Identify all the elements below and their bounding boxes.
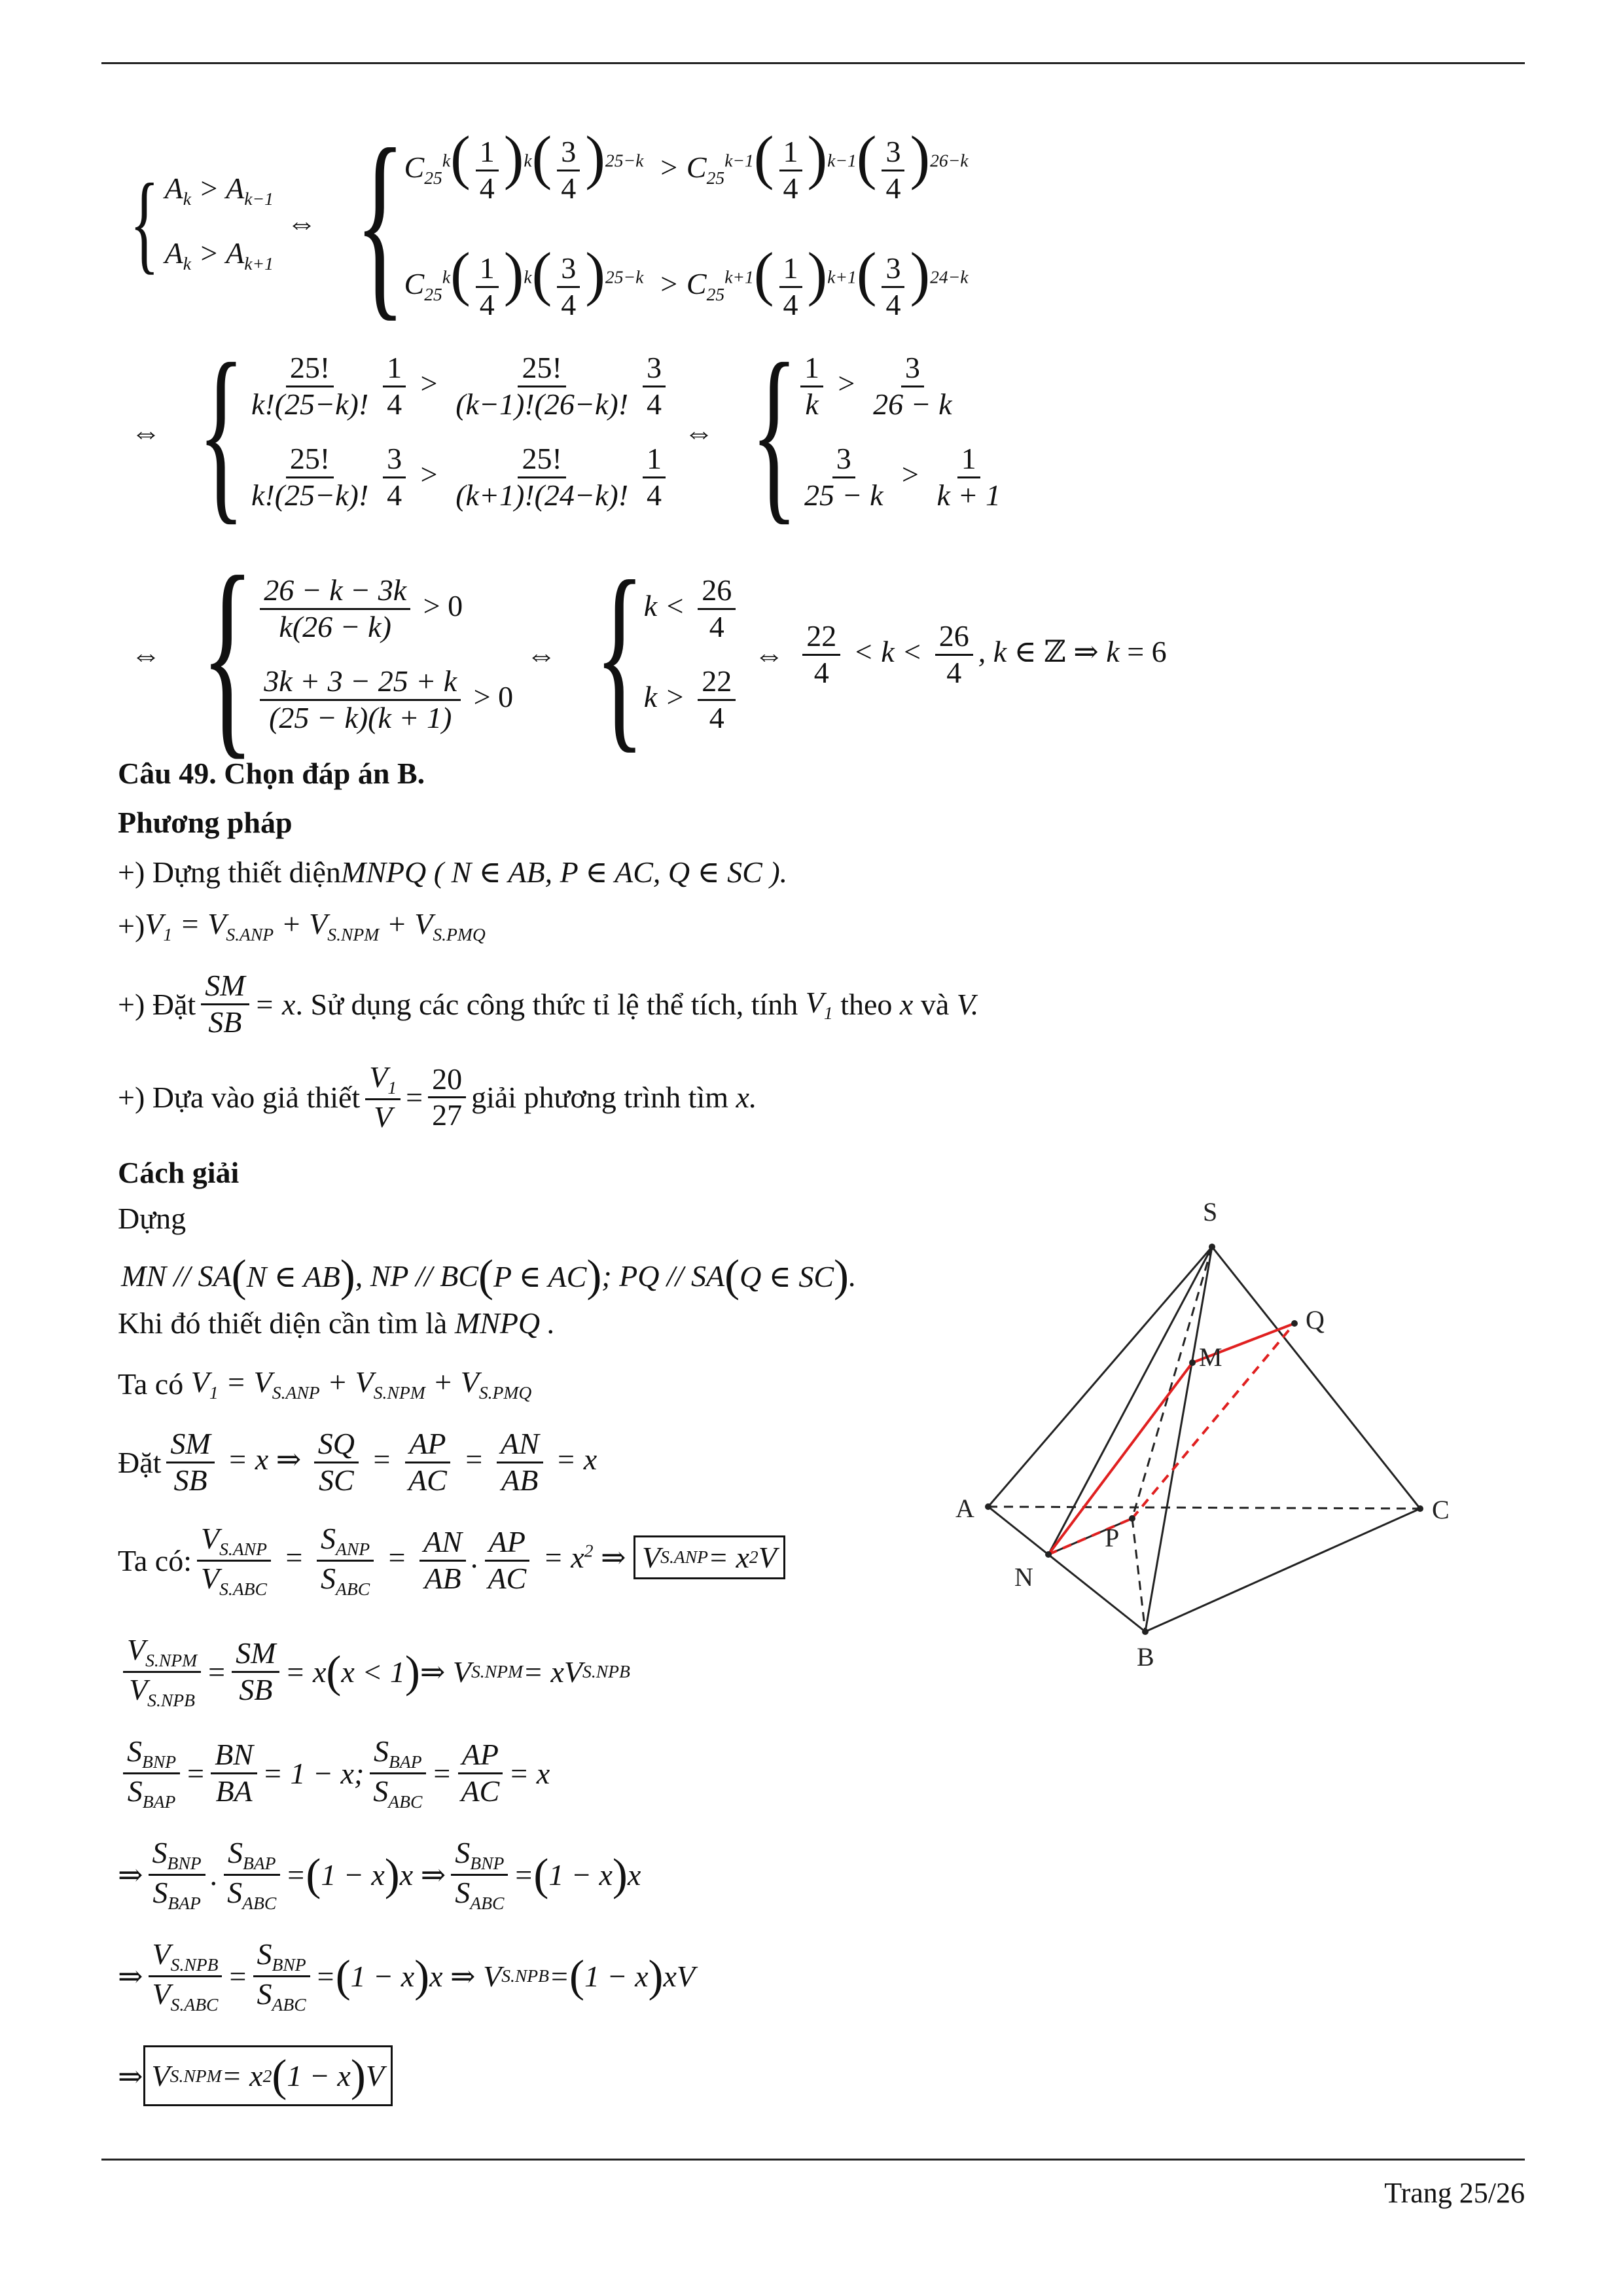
label-p: P — [1105, 1523, 1120, 1552]
edge-ac-hidden — [988, 1507, 1420, 1509]
method-step-1: +) Dựng thiết diện MNPQ ( N ∈ AB, P ∈ AC, Q ∈ SC ). — [118, 855, 788, 889]
volume-npm-result: ⇒ V S.NPM = x 2 ( 1 − x ) V — [118, 2045, 393, 2106]
label-q: Q — [1306, 1305, 1325, 1335]
solution-title: Cách giải — [118, 1156, 240, 1189]
label-m: M — [1199, 1342, 1222, 1372]
area-ratio-line: $\frac{S_{BNP}}{S_{BAP}}$ = $\frac{BN}{BA}$ = 1 − x; $\frac{S_{BAP}}{S_{ABC}}$ = $\frac{AP}{AC}$ = x — [118, 1734, 550, 1812]
label-c: C — [1432, 1495, 1450, 1524]
construct-statement: MN // SA ( N ∈ AB ) , NP // BC ( P ∈ AC ) ; PQ // SA ( Q ∈ SC ) . — [121, 1251, 857, 1300]
equation-system-factorial: ⇔ { $\frac{25!}{k!(25-k)!}$ $\frac{1}{4}$ > $\frac{25!}{(k-1)!(26-k)!}$ $\frac{3}{4}$ $\frac{25!}{k!(25-k)!}$ $\frac{3}{4}$ > $\frac{25!}{(k+1)!(24-k)!}$ $\frac{1}{4}$ ⇔ { $\frac{1}{k}$ > $\frac{3}{26 - k}$ $\frac{3}{25 - k}$ > $\frac{1}{k + 1}$ — [131, 323, 1001, 541]
segment-nm — [1048, 1363, 1192, 1554]
question-heading: Câu 49. Chọn đáp án B. — [118, 757, 425, 790]
edge-sa — [988, 1247, 1212, 1507]
edge-bc — [1145, 1509, 1420, 1632]
edge-ab — [988, 1507, 1145, 1632]
edge-sn — [1048, 1247, 1212, 1554]
label-s: S — [1203, 1197, 1218, 1227]
method-step-3: +) Đặt $\frac{SM}{SB}$ = x . Sử dụng các công thức tỉ lệ thể tích, tính $V_1$ theo x và V. — [118, 969, 979, 1039]
cross-section-line: Khi đó thiết diện cần tìm là MNPQ . — [118, 1306, 556, 1340]
page-number: Trang 25/26 — [1384, 2177, 1525, 2209]
label-b: B — [1137, 1642, 1154, 1672]
method-step-4: +) Dựa vào giả thiết $\frac{V_1}{V}$ = $\frac{20}{27}$ giải phương trình tìm x. — [118, 1060, 757, 1134]
volume-sum-line: Ta có $V_1 = V_{S.ANP} + V_{S.NPM} + V_{S.PMQ}$ — [118, 1365, 532, 1403]
ratio-definition: Đặt $\frac{SM}{SB}$ = x ⇒ $\frac{SQ}{SC}$ = $\frac{AP}{AC}$ = $\frac{AN}{AB}$ = x — [118, 1427, 597, 1497]
method-step-2: +) $V_1 = V_{S.ANP} + V_{S.NPM} + V_{S.PMQ}$ — [118, 907, 486, 945]
area-product-line: ⇒ $\frac{S_{BNP}}{S_{BAP}}$ . $\frac{S_{BAP}}{S_{ABC}}$ = ( 1 − x ) x ⇒ $\frac{S_{BNP}}{S_{ABC}}$ = ( 1 − x ) x — [118, 1836, 641, 1914]
label-n: N — [1014, 1562, 1033, 1592]
edge-pb-hidden — [1132, 1518, 1145, 1632]
tetrahedron-figure — [949, 1185, 1472, 1682]
equation-system-ak: { $A_k > A_{k-1}$ $A_k > A_{k+1}$ ⇔ { $C_{25}^k$( $\frac{1}{4}$ )$^k$( $\frac{3}{4}$ )$^{25-k} > C_{25}^{k-1}$( $\frac{1}{4}$ )$^{k-1}$( $\frac{3}{4}$ )$^{26-k}$ $C_{25}^k$( $\frac{1}{4}$ )$^k$( $\frac{3}{4}$ )$^{25-k} > C_{25}^{k+1}$( $\frac{1}{4}$ )$^{k+1}$( $\frac{3}{4}$ )$^{24-k}$ — [130, 107, 969, 338]
construct-label: Dựng — [118, 1202, 187, 1235]
footer-rule — [101, 2159, 1525, 2161]
edge-sb — [1145, 1247, 1212, 1632]
label-a: A — [955, 1494, 974, 1523]
edge-sc — [1212, 1247, 1420, 1509]
equation-system-solve: ⇔ { $\frac{26 - k - 3k}{k(26 - k)}$ > 0 $\frac{3k + 3 - 25 + k}{(25 - k)(k + 1)}$ > 0 ⇔ { k < $\frac{26}{4}$ k > $\frac{22}{4}$ ⇔ $\frac{22}{4}$ < k < $\frac{26}{4}$ , k ∈ ℤ ⇒ k = 6 — [131, 531, 1167, 778]
header-rule — [101, 62, 1525, 64]
volume-npb-line: ⇒ $\frac{V_{S.NPB}}{V_{S.ABC}}$ = $\frac{S_{BNP}}{S_{ABC}}$ = ( 1 − x ) x ⇒ V S.NPB = ( 1 − x ) xV — [118, 1937, 695, 2015]
volume-anp-line: Ta có: $\frac{V_{S.ANP}}{V_{S.ABC}}$ = $\frac{S_{ANP}}{S_{ABC}}$ = $\frac{AN}{AB}$ . $\frac{AP}{AC}$ = $x^2$ ⇒ V S.ANP = x 2 V — [118, 1522, 785, 1600]
volume-npm-line: $\frac{V_{S.NPM}}{V_{S.NPB}}$ = $\frac{SM}{SB}$ = x ( x < 1 ) ⇒ V S.NPM = xV S.NPB — [118, 1633, 630, 1711]
method-title: Phương pháp — [118, 806, 293, 839]
